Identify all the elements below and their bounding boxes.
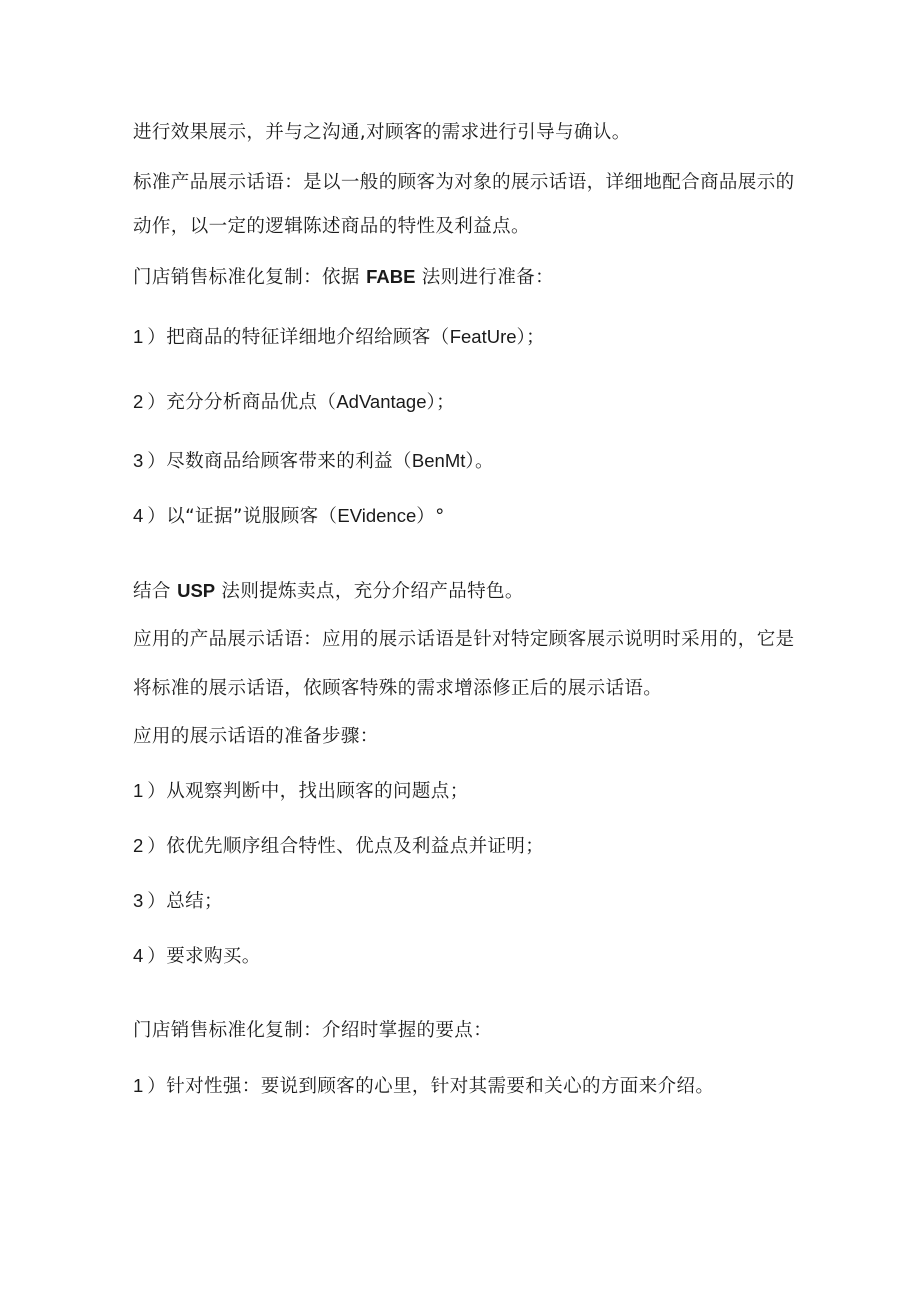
list-number: 4 [133, 505, 144, 526]
list-number: 2 [133, 391, 144, 412]
list-text-end: ）； [426, 392, 456, 413]
list-text: ）要求购买。 [147, 946, 261, 967]
list-text: ）充分分析商品优点（ [147, 392, 337, 413]
list-text: ）把商品的特征详细地介绍给顾客（ [147, 327, 450, 348]
list-text-end: ）° [416, 506, 445, 527]
list-text: ）以“证据”说服顾客（ [147, 506, 338, 527]
list-item [133, 779, 469, 804]
usp-term: USP [177, 580, 216, 601]
list-text-end: ）； [516, 327, 546, 348]
list-text: ）针对性强：要说到顾客的心里，针对其需要和关心的方面来介绍。 [147, 1076, 715, 1097]
list-number: 1 [133, 326, 144, 347]
list-number: 2 [133, 835, 144, 856]
heading-suffix: 法则进行准备： [415, 267, 555, 288]
list-text: ）依优先顺序组合特性、优点及利益点并证明； [147, 836, 545, 857]
list-number: 3 [133, 890, 144, 911]
fabe-term: FABE [366, 266, 416, 287]
paragraph-line: 进行效果展示，并与之沟通,对顾客的需求进行引导与确认。 [133, 122, 631, 143]
fabe-heading-line [133, 265, 554, 290]
list-term: EVidence [337, 505, 417, 526]
list-item [133, 889, 223, 914]
paragraph-line: 门店销售标准化复制：介绍时掌握的要点： [133, 1020, 493, 1041]
paragraph-line: 标准产品展示话语：是以一般的顾客为对象的展示话语，详细地配合商品展示的 [133, 172, 795, 193]
usp-prefix: 结合 [133, 581, 178, 602]
usp-line [133, 579, 524, 604]
usp-suffix: 法则提炼卖点，充分介绍产品特色。 [215, 581, 524, 602]
paragraph-line: 应用的产品展示话语：应用的展示话语是针对特定顾客展示说明时采用的，它是 [133, 629, 795, 650]
list-term: BenMt [411, 450, 466, 471]
list-number: 1 [133, 780, 144, 801]
list-term: FeatUre [449, 326, 517, 347]
list-item [133, 504, 445, 529]
list-item [133, 390, 455, 415]
list-number: 3 [133, 450, 144, 471]
list-text: ）总结； [147, 891, 223, 912]
list-item [133, 1074, 714, 1099]
paragraph-line: 动作，以一定的逻辑陈述商品的特性及利益点。 [133, 216, 530, 237]
list-number: 1 [133, 1075, 144, 1096]
list-term: AdVantage [336, 391, 427, 412]
list-number: 4 [133, 945, 144, 966]
paragraph-line: 应用的展示话语的准备步骤： [133, 726, 379, 747]
list-item [133, 834, 544, 859]
heading-prefix: 门店销售标准化复制：依据 [133, 267, 367, 288]
list-item [133, 449, 494, 474]
list-item [133, 325, 545, 350]
list-text-end: ）。 [465, 451, 494, 472]
list-text: ）从观察判断中，找出顾客的问题点； [147, 781, 469, 802]
paragraph-line: 将标准的展示话语，依顾客特殊的需求增添修正后的展示话语。 [133, 678, 663, 699]
list-item [133, 944, 261, 969]
list-text: ）尽数商品给顾客带来的利益（ [147, 451, 412, 472]
